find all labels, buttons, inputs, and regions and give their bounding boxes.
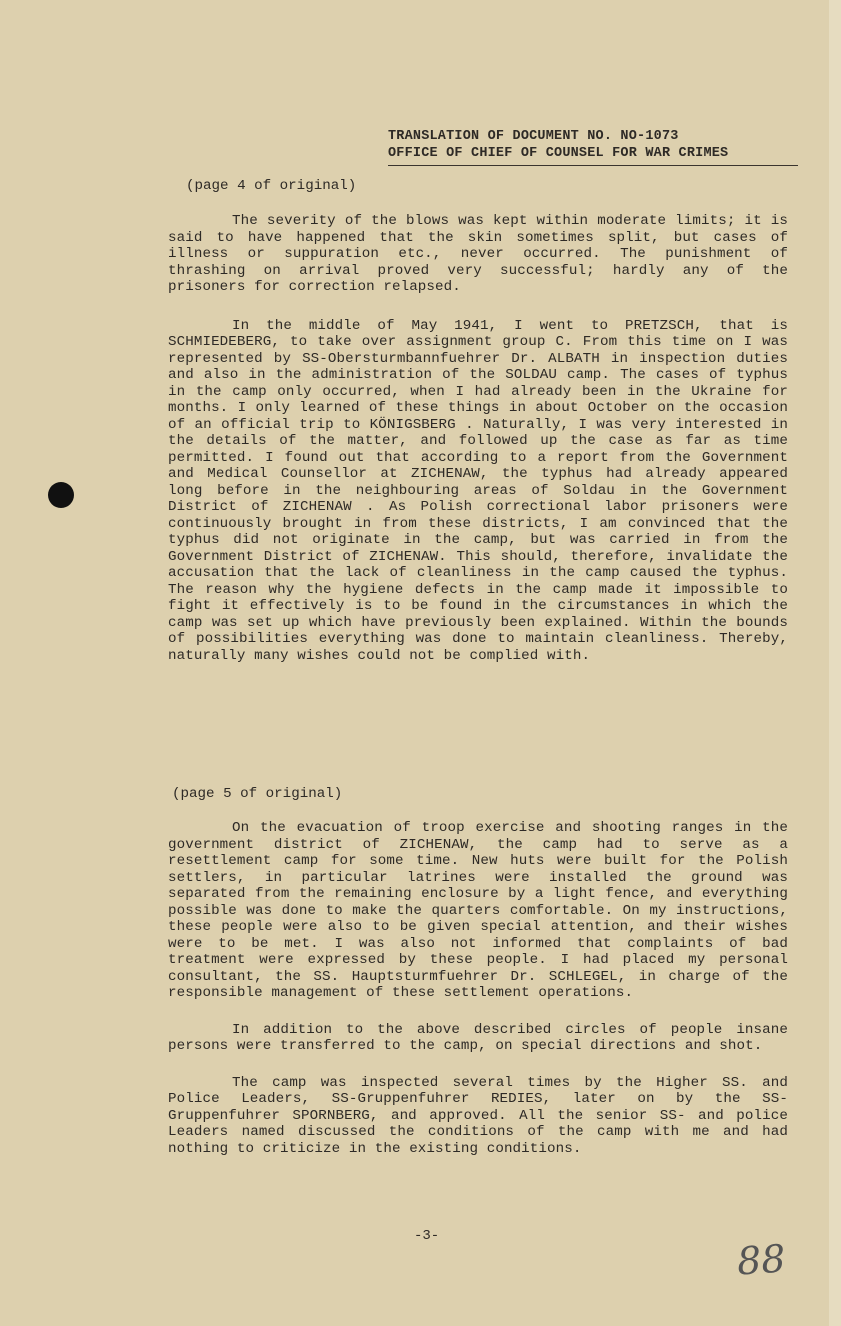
punch-hole xyxy=(48,482,74,508)
paper-edge xyxy=(829,0,841,1326)
header-line-2: OFFICE OF CHIEF OF COUNSEL FOR WAR CRIMES xyxy=(388,146,729,161)
paragraph-resettlement: On the evacuation of troop exercise and shooting ranges in the government district of ZICHENAW, the camp had to serve as a resettlement camp for some time. New huts were built for the Polish settlers, in particular latrines were installed the ground was separated from the remaining enclosure by a light fence, and everything possible was done to make the quarters comfortable. On my instructions, these people were also to be given special attention, and their wishes were to be met. I was also not informed that complaints of bad treatment were expressed by these people. I had placed my personal consultant, the SS. Hauptsturmfuehrer Dr. SCHLEGEL, in charge of the responsible management of these settlement operations. xyxy=(168,820,788,1001)
page-reference-4: (page 4 of original) xyxy=(186,178,357,194)
page-reference-5: (page 5 of original) xyxy=(172,786,343,802)
paragraph-flogging: The severity of the blows was kept within moderate limits; it is said to have happened that the skin sometimes split, but cases of illness or suppuration etc., never occurred. The punishment of thrashing on arrival proved very successful; hardly any of the prisoners for correction relapsed. xyxy=(168,213,788,295)
paragraph-block-p5 xyxy=(168,820,788,1157)
header-line-1: TRANSLATION OF DOCUMENT NO. NO-1073 xyxy=(388,129,679,144)
document-header xyxy=(388,128,798,166)
paragraph-block-p4 xyxy=(168,213,788,664)
paragraph-typhus: In the middle of May 1941, I went to PRETZSCH, that is SCHMIEDEBERG, to take over assignment group C. From this time on I was represented by SS-Obersturmbannfuehrer Dr. ALBATH in inspection duties and also in the administration of the SOLDAU camp. The cases of typhus in the camp only occurred, when I had already been in the Ukraine for months. I only learned of these things in about October on the occasion of an official trip to KÖNIGSBERG . Naturally, I was very interested in the details of the matter, and followed up the case as far as time permitted. I found out that according to a report from the Government and Medical Counsellor at ZICHENAW, the typhus had already appeared long before in the neighbouring areas of Soldau in the Government District of ZICHENAW . As Polish correctional labor prisoners were continuously brought in from these districts, I am convinced that the typhus did not originate in the camp, but was carried in from the Government District of ZICHENAW. This should, therefore, invalidate the accusation that the lack of cleanliness in the camp caused the typhus. The reason why the hygiene defects in the camp made it impossible to fight it effectively is to be found in the circumstances in which the camp was set up which have previously been explained. Within the bounds of possibilities everything was done to maintain cleanliness. Thereby, naturally many wishes could not be complied with. xyxy=(168,317,788,664)
page-number: -3- xyxy=(414,1228,440,1244)
paragraph-insane-persons: In addition to the above described circles of people insane persons were transferred to the camp, on special directions and shot. xyxy=(168,1021,788,1054)
paragraph-inspection: The camp was inspected several times by the Higher SS. and Police Leaders, SS-Gruppenfuhrer REDIES, later on by the SS- Gruppenfuhrer SPORNBERG, and approved. All the senior SS- and police Leaders named discussed the conditions of the camp with me and had nothing to criticize in the existing conditions. xyxy=(168,1074,788,1157)
handwritten-folio-number: 88 xyxy=(735,1236,787,1284)
